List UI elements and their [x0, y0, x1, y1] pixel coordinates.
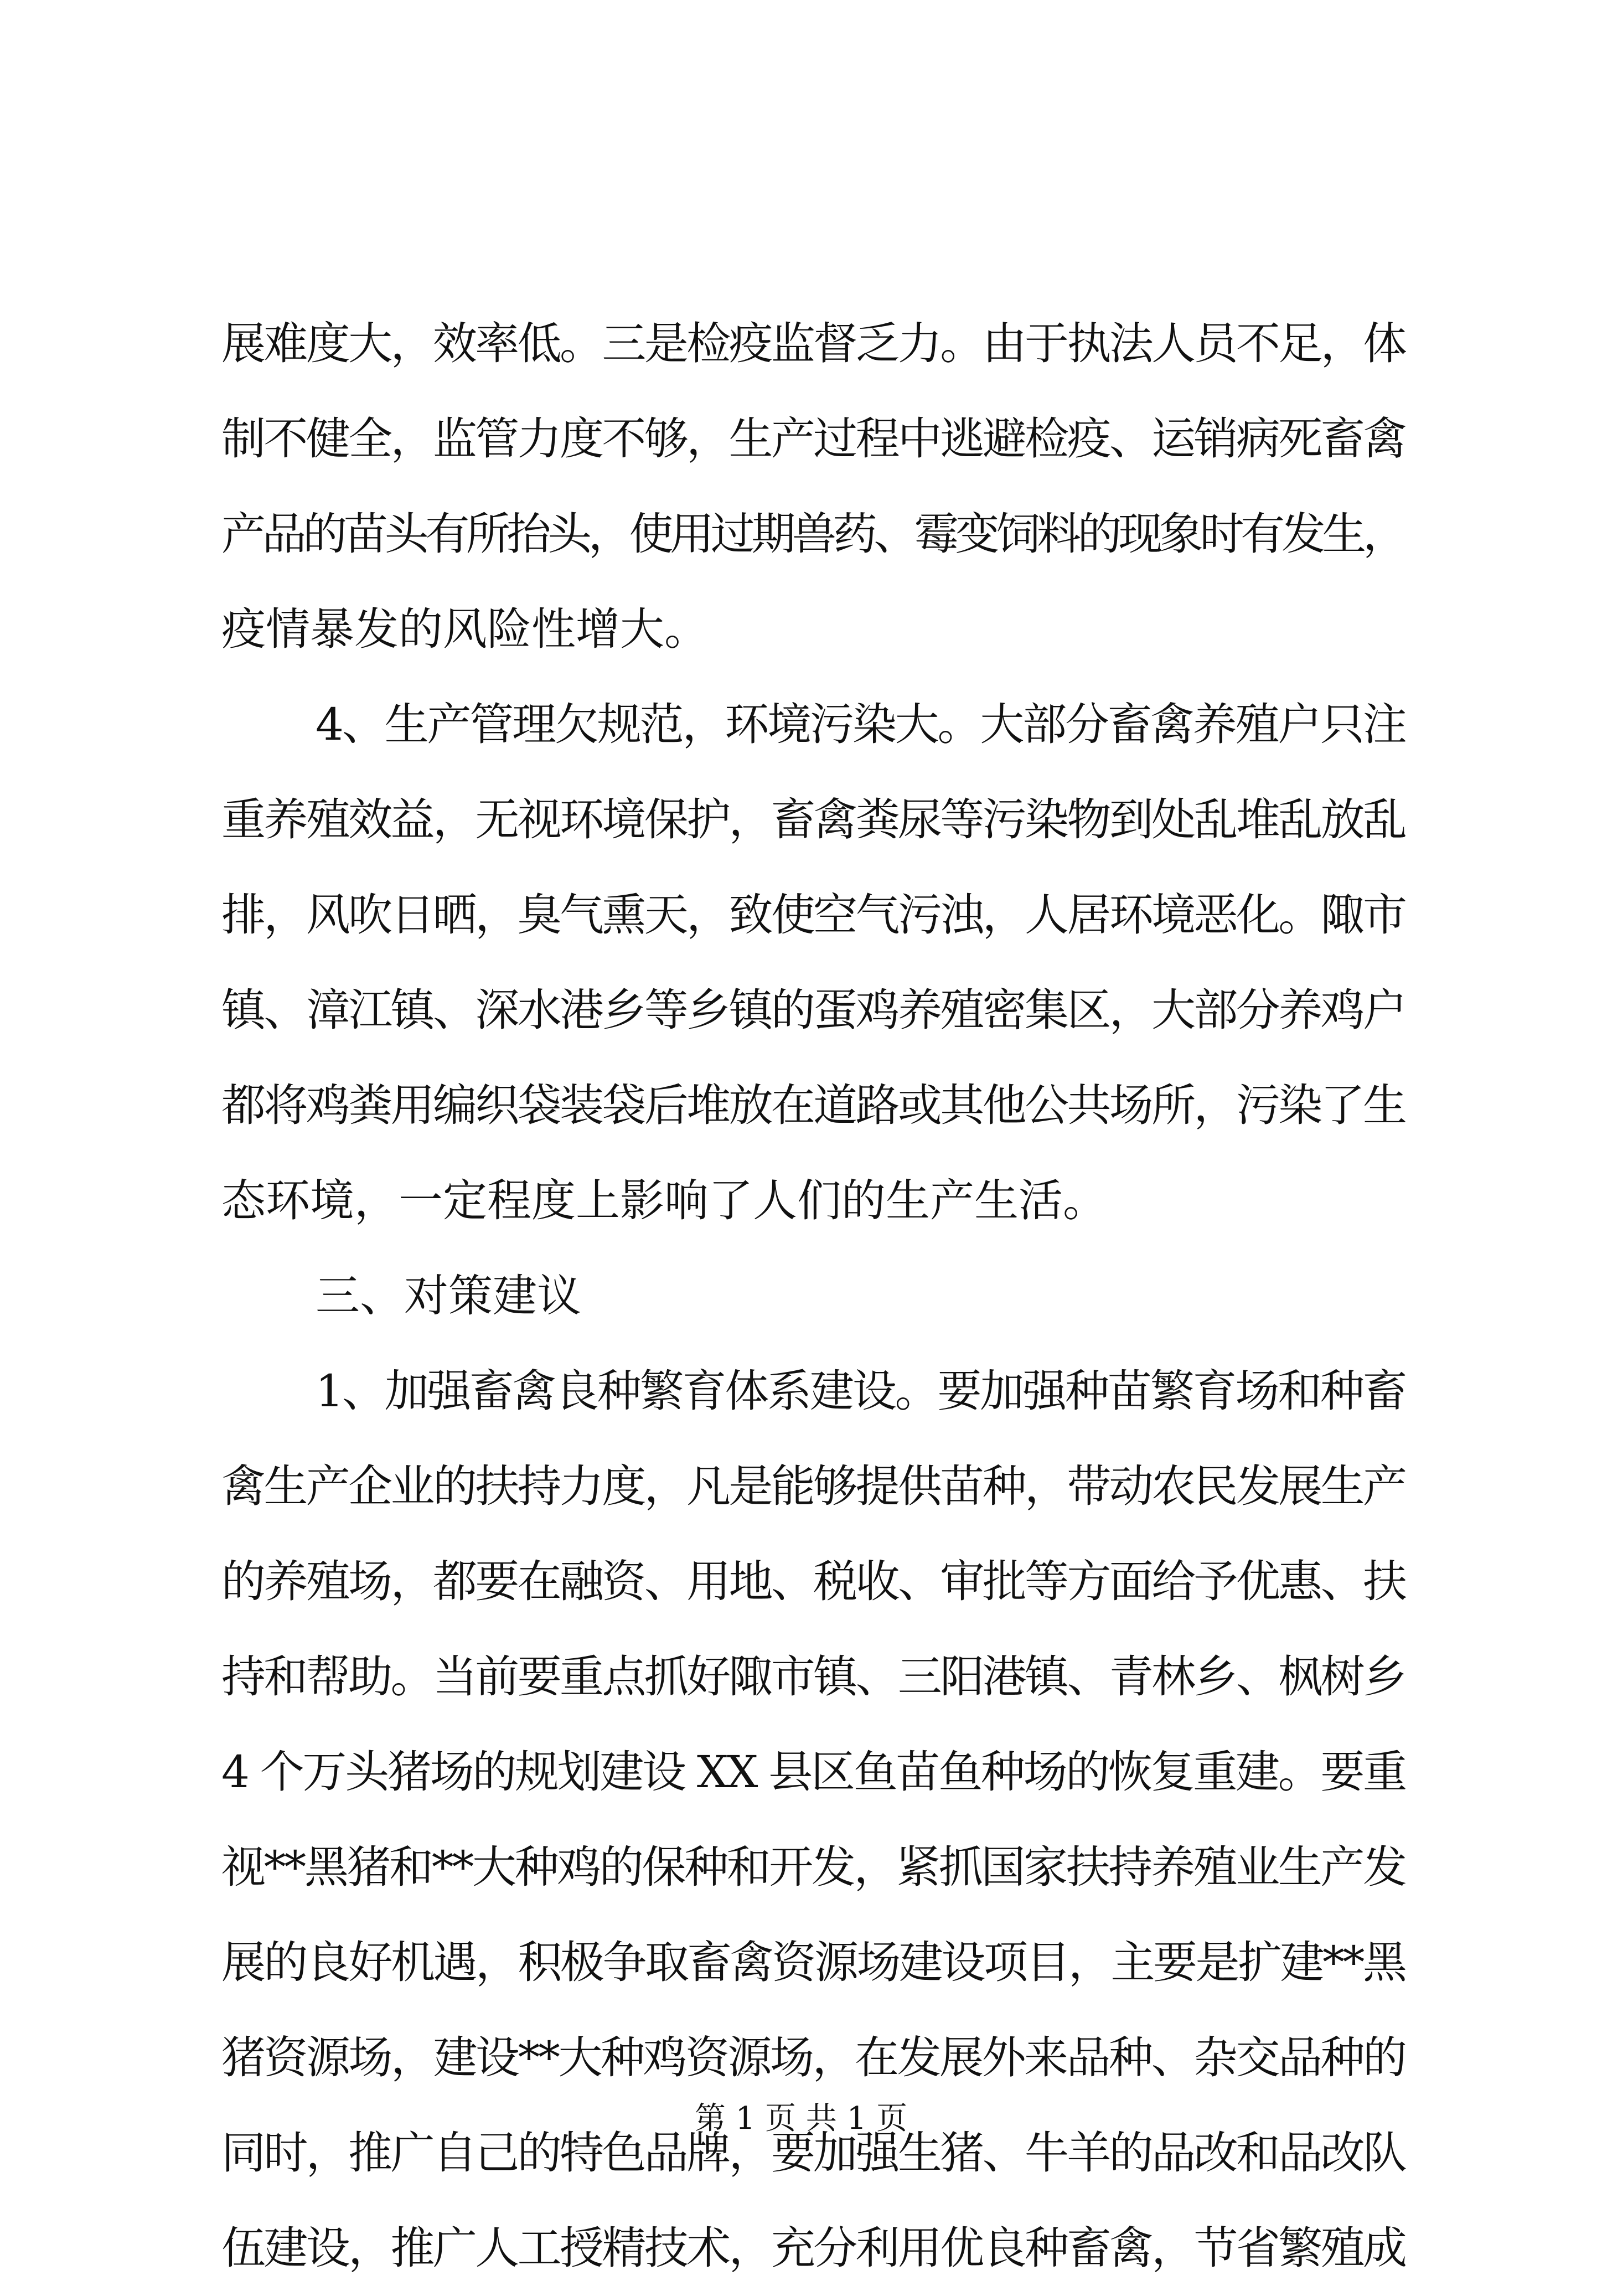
- text-line-content: 疫情暴发的风险性增大。: [221, 603, 709, 655]
- text-line: [221, 582, 1407, 677]
- text-line: [221, 677, 1407, 772]
- text-line: [221, 1915, 1407, 2010]
- text-line-content: 展的良好机遇，积极争取畜禽资源场建设项目，主要是扩建**黑: [221, 1937, 1405, 1988]
- text-line-content: 三、对策建议: [316, 1270, 581, 1322]
- text-line-content: 的养殖场，都要在融资、用地、税收、审批等方面给予优惠、扶: [221, 1556, 1405, 1607]
- document-body: [221, 296, 1407, 2296]
- text-line: [221, 1629, 1407, 1725]
- text-line-content: 态环境，一定程度上影响了人们的生产生活。: [221, 1175, 1107, 1226]
- text-line: [221, 1153, 1407, 1248]
- text-line-content: 持和帮助。当前要重点抓好陬市镇、三阳港镇、青林乡、枫树乡: [221, 1651, 1405, 1702]
- text-line-content: 禽生产企业的扶持力度，凡是能够提供苗种，带动农民发展生产: [221, 1461, 1405, 1512]
- text-line: [221, 391, 1407, 487]
- text-line: [221, 1439, 1407, 1534]
- text-line-content: 同时，推广自己的特色品牌，要加强生猪、牛羊的品改和品改队: [221, 2127, 1405, 2179]
- text-line: [221, 1248, 1407, 1344]
- text-line: [221, 296, 1407, 391]
- text-line-content: 排，风吹日晒，臭气熏天，致使空气污浊，人居环境恶化。陬市: [221, 889, 1405, 941]
- text-line-content: 都将鸡粪用编织袋装袋后堆放在道路或其他公共场所，污染了生: [221, 1080, 1405, 1131]
- text-line: [221, 1725, 1407, 1820]
- text-line: [221, 772, 1407, 868]
- text-line: [221, 868, 1407, 963]
- text-line-content: 产品的苗头有所抬头，使用过期兽药、霉变饲料的现象时有发生，: [221, 508, 1404, 560]
- text-line: [221, 1534, 1407, 1629]
- text-line-content: 展难度大，效率低。三是检疫监督乏力。由于执法人员不足，体: [221, 318, 1405, 369]
- text-line-content: 4 个万头猪场的规划建设 XX 县区鱼苗鱼种场的恢复重建。要重: [221, 1746, 1405, 1798]
- text-line-content: 1、加强畜禽良种繁育体系建设。要加强种苗繁育场和种畜: [316, 1365, 1405, 1417]
- text-line-content: 猪资源场，建设**大种鸡资源场，在发展外来品种、杂交品种的: [221, 2032, 1405, 2083]
- text-line: [221, 963, 1407, 1058]
- text-line: [221, 1058, 1407, 1153]
- text-line: [221, 1344, 1407, 1439]
- text-line-content: 镇、漳江镇、深水港乡等乡镇的蛋鸡养殖密集区，大部分养鸡户: [221, 984, 1405, 1036]
- text-line-content: 制不健全，监管力度不够，生产过程中逃避检疫、运销病死畜禽: [221, 413, 1405, 465]
- text-line: [221, 2010, 1407, 2106]
- page-footer: 第 1 页 共 1 页: [694, 2101, 908, 2137]
- text-line-content: 伍建设，推广人工授精技术，充分利用优良种畜禽，节省繁殖成: [221, 2222, 1405, 2274]
- text-line: [221, 487, 1407, 582]
- text-line-content: 视**黑猪和**大种鸡的保种和开发，紧抓国家扶持养殖业生产发: [221, 1841, 1405, 1893]
- text-line: [221, 1820, 1407, 1915]
- text-line: [221, 2201, 1407, 2296]
- text-line-content: 重养殖效益，无视环境保护，畜禽粪尿等污染物到处乱堆乱放乱: [221, 794, 1405, 845]
- text-line-content: 4、生产管理欠规范，环境污染大。大部分畜禽养殖户只注: [316, 699, 1405, 750]
